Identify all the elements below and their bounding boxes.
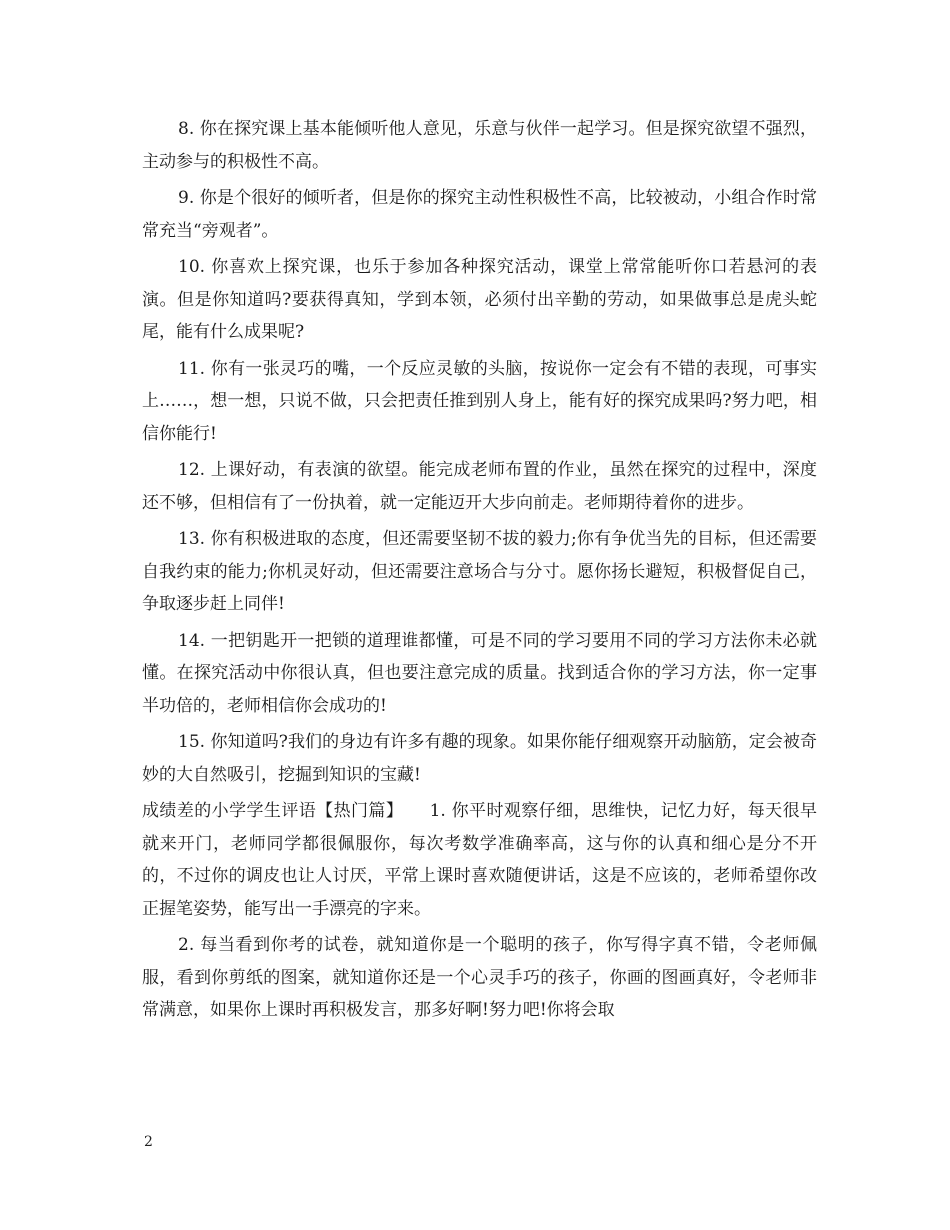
paragraph-12: 12. 上课好动，有表演的欲望。能完成老师布置的作业，虽然在探究的过程中，深度还不够，但相信有了一份执着，就一定能迈开大步向前走。老师期待着你的进步。	[142, 460, 817, 513]
paragraph-9: 9. 你是个很好的倾听者，但是你的探究主动性积极性不高，比较被动，小组合作时常常充当“旁观者”。	[142, 188, 817, 241]
paragraph-13: 13. 你有积极进取的态度，但还需要坚韧不拔的毅力;你有争优当先的目标，但还需要自我约束的能力;你机灵好动，但还需要注意场合与分寸。愿你扬长避短，积极督促自己，争取逐步赶上同伴!	[142, 529, 817, 614]
document-body	[142, 113, 817, 1031]
paragraph-15: 15. 你知道吗?我们的身边有许多有趣的现象。如果你能仔细观察开动脑筋，定会被奇妙的大自然吸引，挖掘到知识的宝藏!	[142, 732, 817, 785]
page-number: 2	[144, 1134, 153, 1150]
paragraph-2: 2. 每当看到你考的试卷，就知道你是一个聪明的孩子，你写得字真不错，令老师佩服，看到你剪纸的图案，就知道你还是一个心灵手巧的孩子，你画的图画真好，令老师非常满意，如果你上课时再积极发言，那多好啊!努力吧!你将会取	[142, 935, 817, 1020]
paragraph-14: 14. 一把钥匙开一把锁的道理谁都懂，可是不同的学习要用不同的学习方法你未必就懂。在探究活动中你很认真，但也要注意完成的质量。找到适合你的学习方法，你一定事半功倍的，老师相信你会成功的!	[142, 630, 817, 716]
paragraph-10: 10. 你喜欢上探究课，也乐于参加各种探究活动，课堂上常常能听你口若悬河的表演。但是你知道吗?要获得真知，学到本领，必须付出辛勤的劳动，如果做事总是虎头蛇尾，能有什么成果呢?	[142, 257, 817, 342]
paragraph-8: 8. 你在探究课上基本能倾听他人意见，乐意与伙伴一起学习。但是探究欲望不强烈，主动参与的积极性不高。	[142, 119, 817, 172]
section-heading-paragraph: 成绩差的小学学生评语【热门篇】 1. 你平时观察仔细，思维快，记忆力好，每天很早就来开门，老师同学都很佩服你，每次考数学准确率高，这与你的认真和细心是分不开的，不过你的调皮也让人讨厌，平常上课时喜欢随便讲话，这是不应该的，老师希望你改正握笔姿势，能写出一手漂亮的字来。	[142, 801, 817, 919]
paragraph-11: 11. 你有一张灵巧的嘴，一个反应灵敏的头脑，按说你一定会有不错的表现，可事实上……，想一想，只说不做，只会把责任推到别人身上，能有好的探究成果吗?努力吧，相信你能行!	[142, 358, 817, 444]
